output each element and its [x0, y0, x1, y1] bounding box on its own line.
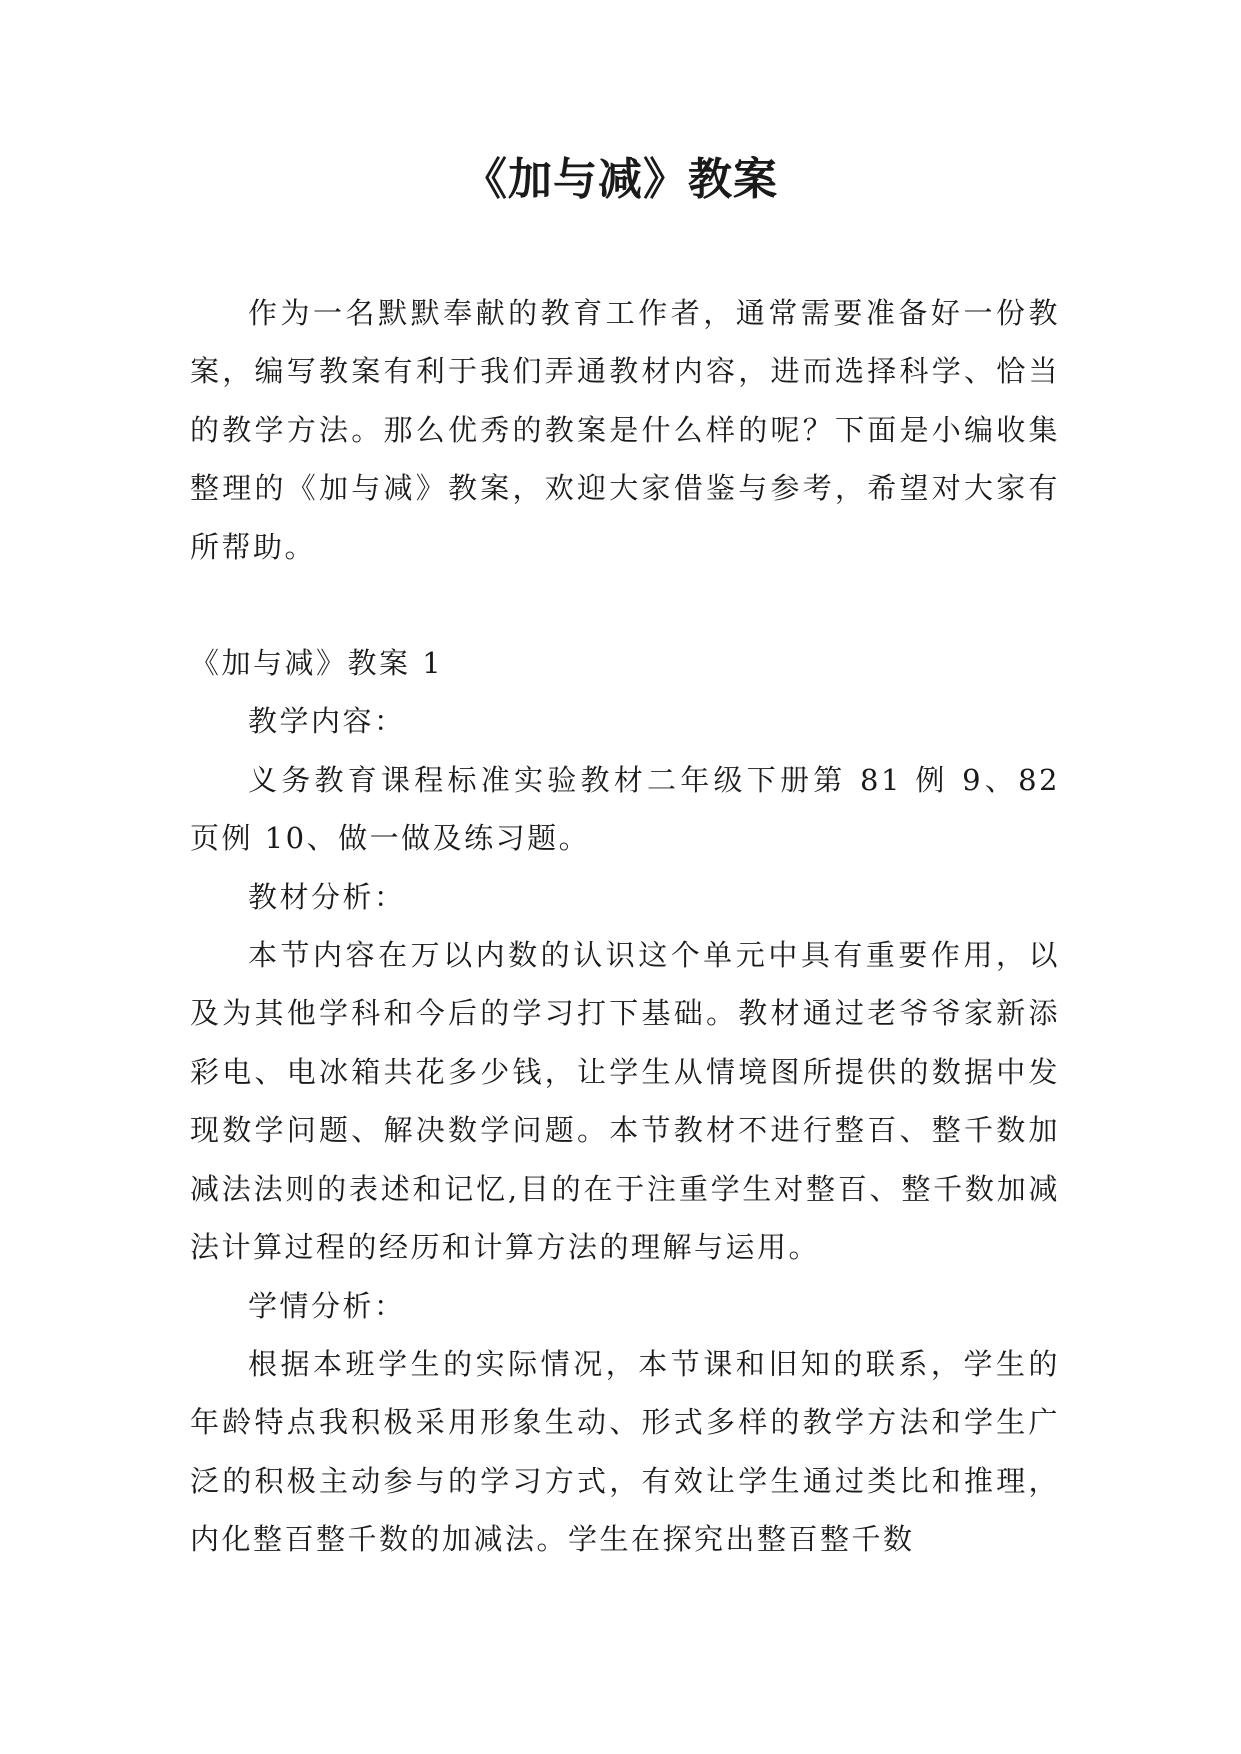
document-title: 《加与减》教案 — [463, 154, 778, 205]
document-body — [190, 284, 1060, 1569]
paragraph-teaching-content: 义务教育课程标准实验教材二年级下册第 81 例 9、82 页例 10、做一做及练习题。 — [190, 762, 1060, 856]
intro-paragraph: 作为一名默默奉献的教育工作者，通常需要准备好一份教案，编写教案有利于我们弄通教材内容，进而选择科学、恰当的教学方法。那么优秀的教案是什么样的呢？下面是小编收集整理的《加与减》教案，欢迎大家借鉴与参考，希望对大家有所帮助。 — [190, 296, 1060, 564]
label-student-analysis: 学情分析： — [248, 1288, 406, 1323]
paragraph-gap — [190, 576, 1060, 634]
label-teaching-content: 教学内容： — [248, 704, 406, 739]
paragraph-material-analysis: 本节内容在万以内数的认识这个单元中具有重要作用，以及为其他学科和今后的学习打下基础。教材通过老爷爷家新添彩电、电冰箱共花多少钱，让学生从情境图所提供的数据中发现数学问题、解决数学问题。本节教材不进行整百、整千数加减法法则的表述和记忆,目的在于注重学生对整百、整千数加减法计算过程的经历和计算方法的理解与运用。 — [190, 938, 1060, 1265]
section-heading: 《加与减》教案 1 — [190, 646, 444, 681]
label-material-analysis: 教材分析： — [248, 879, 406, 914]
paragraph-student-analysis: 根据本班学生的实际情况，本节课和旧知的联系，学生的年龄特点我积极采用形象生动、形式多样的教学方法和学生广泛的积极主动参与的学习方式，有效让学生通过类比和推理，内化整百整千数的加减法。学生在探究出整百整千数 — [190, 1346, 1060, 1557]
